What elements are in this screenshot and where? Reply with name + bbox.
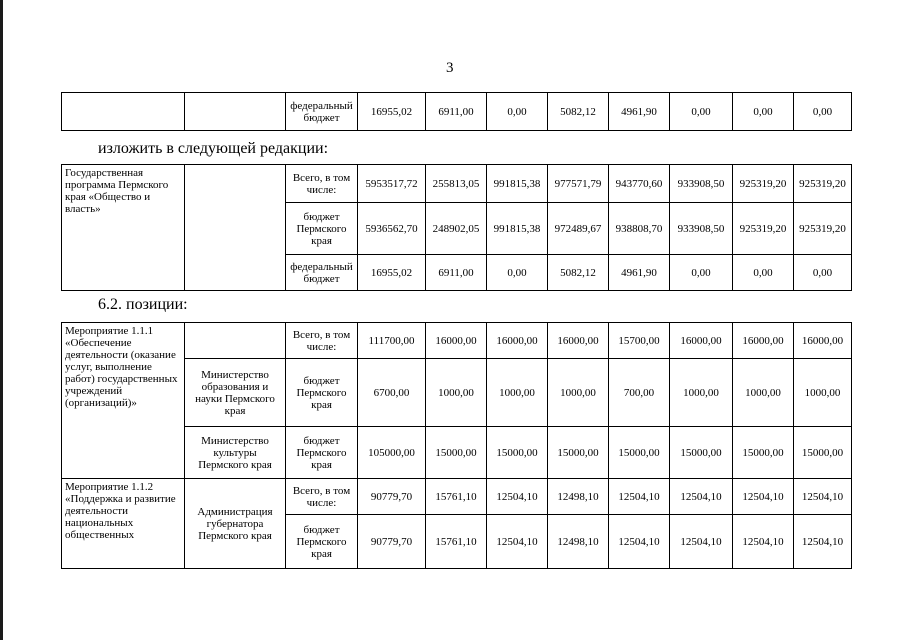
scan-page-edge	[0, 0, 3, 640]
empty-cell	[62, 93, 185, 131]
value-cell: 15000,00	[609, 427, 670, 479]
value-cell: 255813,05	[426, 165, 487, 203]
section-heading: изложить в следующей редакции:	[98, 140, 329, 157]
value-cell: 12504,10	[670, 479, 733, 515]
value-cell: 938808,70	[609, 203, 670, 255]
table-row	[62, 479, 852, 515]
value-cell: 15700,00	[609, 323, 670, 359]
value-cell: 90779,70	[358, 479, 426, 515]
value-cell: 977571,79	[548, 165, 609, 203]
value-cell: 15000,00	[733, 427, 794, 479]
executor-cell: Министерство культуры Пермского края	[185, 427, 286, 479]
value-cell: 700,00	[609, 359, 670, 427]
value-cell: 90779,70	[358, 515, 426, 569]
table-previous-row	[61, 92, 852, 131]
source-cell: Всего, в том числе:	[286, 479, 358, 515]
value-cell: 12498,10	[548, 515, 609, 569]
page-number: 3	[446, 60, 454, 76]
value-cell: 925319,20	[794, 165, 852, 203]
program-name-cell: Государственная программа Пермского края «Общество и власть»	[62, 165, 185, 291]
value-cell: 972489,67	[548, 203, 609, 255]
value-cell: 15761,10	[426, 479, 487, 515]
executor-cell: Министерство образования и науки Пермского края	[185, 359, 286, 427]
value-cell: 5082,12	[548, 93, 609, 131]
measure-name-cell: Мероприятие 1.1.2 «Поддержка и развитие деятельности национальных общественных	[62, 479, 185, 569]
empty-cell	[185, 93, 286, 131]
value-cell: 1000,00	[548, 359, 609, 427]
source-cell: федеральный бюджет	[286, 255, 358, 291]
source-cell: бюджет Пермского края	[286, 359, 358, 427]
value-cell: 16000,00	[733, 323, 794, 359]
value-cell: 4961,90	[609, 255, 670, 291]
value-cell: 111700,00	[358, 323, 426, 359]
executor-cell: Администрация губернатора Пермского края	[185, 479, 286, 569]
value-cell: 16000,00	[670, 323, 733, 359]
value-cell: 0,00	[733, 255, 794, 291]
value-cell: 16000,00	[426, 323, 487, 359]
value-cell: 0,00	[670, 255, 733, 291]
value-cell: 6911,00	[426, 255, 487, 291]
value-cell: 0,00	[487, 255, 548, 291]
value-cell: 12498,10	[548, 479, 609, 515]
value-cell: 15000,00	[794, 427, 852, 479]
value-cell: 0,00	[487, 93, 548, 131]
value-cell: 16000,00	[548, 323, 609, 359]
value-cell: 991815,38	[487, 203, 548, 255]
value-cell: 15000,00	[426, 427, 487, 479]
value-cell: 15000,00	[670, 427, 733, 479]
value-cell: 1000,00	[733, 359, 794, 427]
value-cell: 4961,90	[609, 93, 670, 131]
table-measures	[61, 322, 852, 569]
value-cell: 925319,20	[733, 203, 794, 255]
value-cell: 15000,00	[548, 427, 609, 479]
source-cell: бюджет Пермского края	[286, 203, 358, 255]
value-cell: 16000,00	[487, 323, 548, 359]
value-cell: 0,00	[670, 93, 733, 131]
source-cell: федеральный бюджет	[286, 93, 358, 131]
value-cell: 5082,12	[548, 255, 609, 291]
value-cell: 943770,60	[609, 165, 670, 203]
value-cell: 1000,00	[487, 359, 548, 427]
value-cell: 12504,10	[794, 515, 852, 569]
value-cell: 12504,10	[609, 515, 670, 569]
value-cell: 991815,38	[487, 165, 548, 203]
table-row	[62, 323, 852, 359]
source-cell: Всего, в том числе:	[286, 323, 358, 359]
table-row	[62, 165, 852, 203]
value-cell: 0,00	[794, 255, 852, 291]
value-cell: 248902,05	[426, 203, 487, 255]
value-cell: 12504,10	[794, 479, 852, 515]
value-cell: 933908,50	[670, 165, 733, 203]
table-program	[61, 164, 852, 291]
value-cell: 15761,10	[426, 515, 487, 569]
empty-cell	[185, 165, 286, 291]
value-cell: 5953517,72	[358, 165, 426, 203]
measure-name-cell: Мероприятие 1.1.1 «Обеспечение деятельности (оказание услуг, выполнение работ) государственных учреждений (организаций)»	[62, 323, 185, 479]
value-cell: 12504,10	[670, 515, 733, 569]
value-cell: 925319,20	[794, 203, 852, 255]
value-cell: 12504,10	[733, 515, 794, 569]
executor-cell	[185, 323, 286, 359]
value-cell: 15000,00	[487, 427, 548, 479]
value-cell: 1000,00	[670, 359, 733, 427]
value-cell: 16955,02	[358, 255, 426, 291]
value-cell: 933908,50	[670, 203, 733, 255]
value-cell: 1000,00	[426, 359, 487, 427]
value-cell: 12504,10	[487, 515, 548, 569]
value-cell: 12504,10	[733, 479, 794, 515]
value-cell: 12504,10	[609, 479, 670, 515]
value-cell: 0,00	[733, 93, 794, 131]
source-cell: бюджет Пермского края	[286, 515, 358, 569]
source-cell: бюджет Пермского края	[286, 427, 358, 479]
value-cell: 16000,00	[794, 323, 852, 359]
table-row	[62, 93, 852, 131]
value-cell: 5936562,70	[358, 203, 426, 255]
value-cell: 12504,10	[487, 479, 548, 515]
value-cell: 1000,00	[794, 359, 852, 427]
value-cell: 0,00	[794, 93, 852, 131]
value-cell: 16955,02	[358, 93, 426, 131]
value-cell: 105000,00	[358, 427, 426, 479]
value-cell: 6911,00	[426, 93, 487, 131]
value-cell: 925319,20	[733, 165, 794, 203]
section-heading: 6.2. позиции:	[98, 296, 188, 313]
source-cell: Всего, в том числе:	[286, 165, 358, 203]
value-cell: 6700,00	[358, 359, 426, 427]
